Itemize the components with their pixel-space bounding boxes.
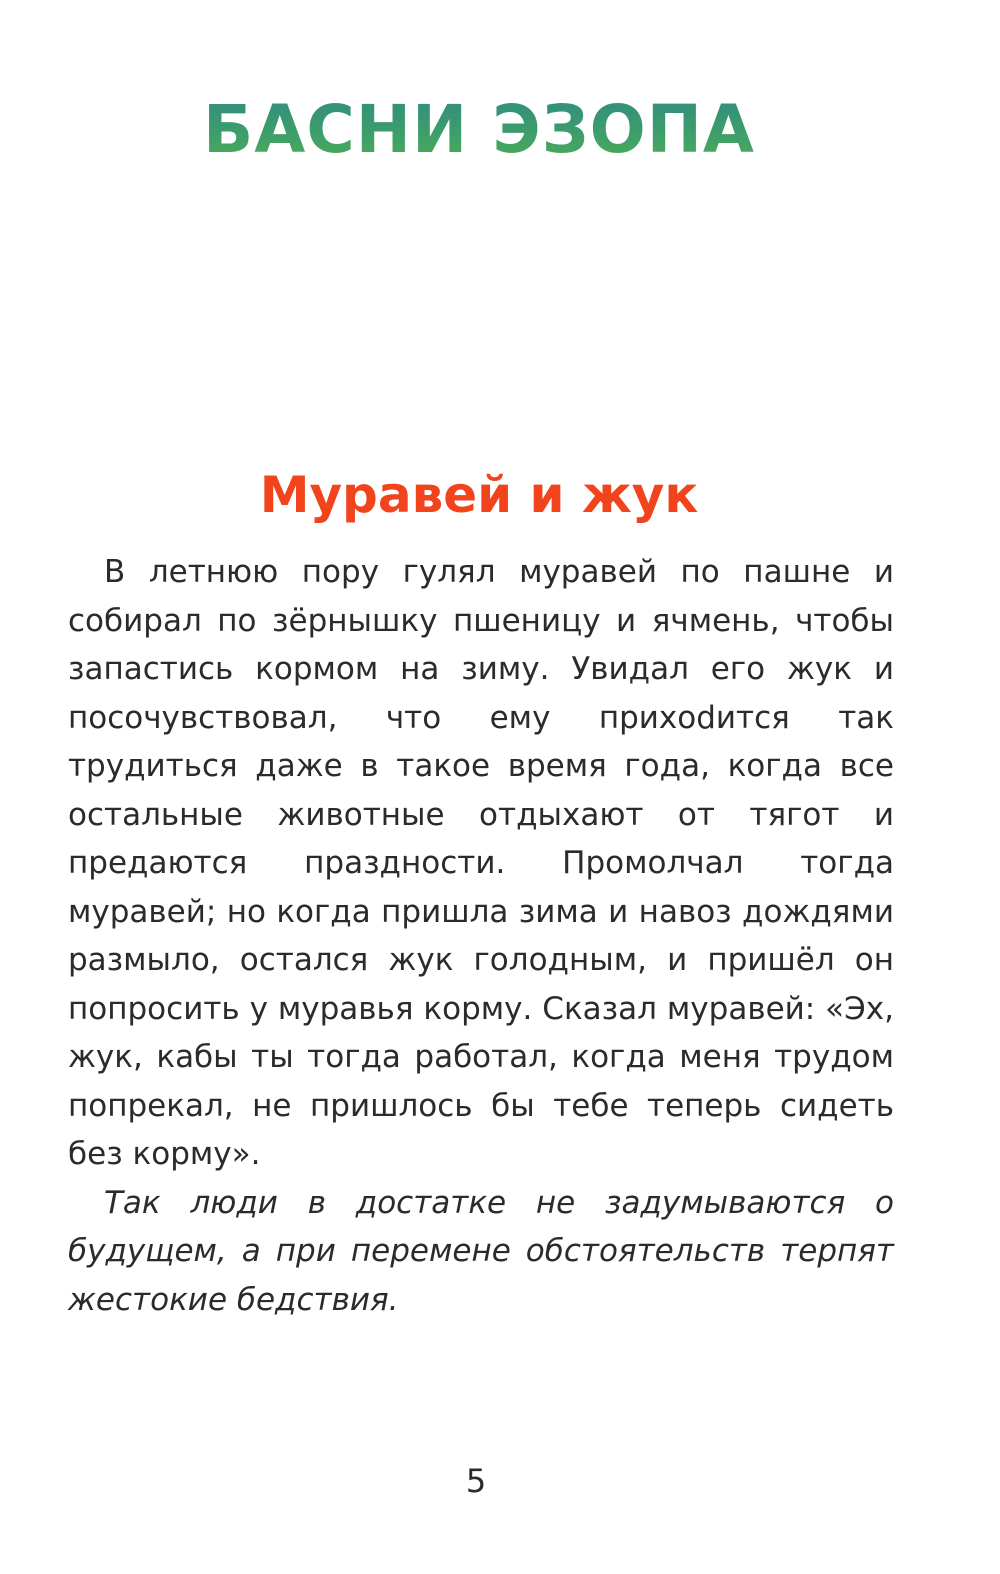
story-paragraph: В летнюю пору гулял муравей по пашне и собирал по зёрнышку пшеницу и ячмень, чтобы запастись кормом на зиму. Увидал его жук и посочувствовал, что ему прихоdится так трудиться даже в такое время года, когда все остальные животные отдыхают от тягот и предаются праздности. Промолчал тогда муравей; но когда пришла зима и навоз дождями размыло, остался жук голодным, и пришёл он попросить у муравья корму. Сказал муравей: «Эх, жук, кабы ты тогда работал, когда меня трудом попрекал, не пришлось бы тебе теперь сидеть без корму». (68, 554, 894, 1172)
book-title: БАСНИ ЭЗОПА (0, 90, 958, 169)
story-body (68, 548, 894, 1324)
story-moral: Так люди в достатке не задумываются о будущем, а при перемене обстоятельств терпят жестокие бедствия. (68, 1184, 894, 1318)
page-number: 5 (465, 1462, 487, 1500)
story-title: Муравей и жук (259, 466, 699, 524)
